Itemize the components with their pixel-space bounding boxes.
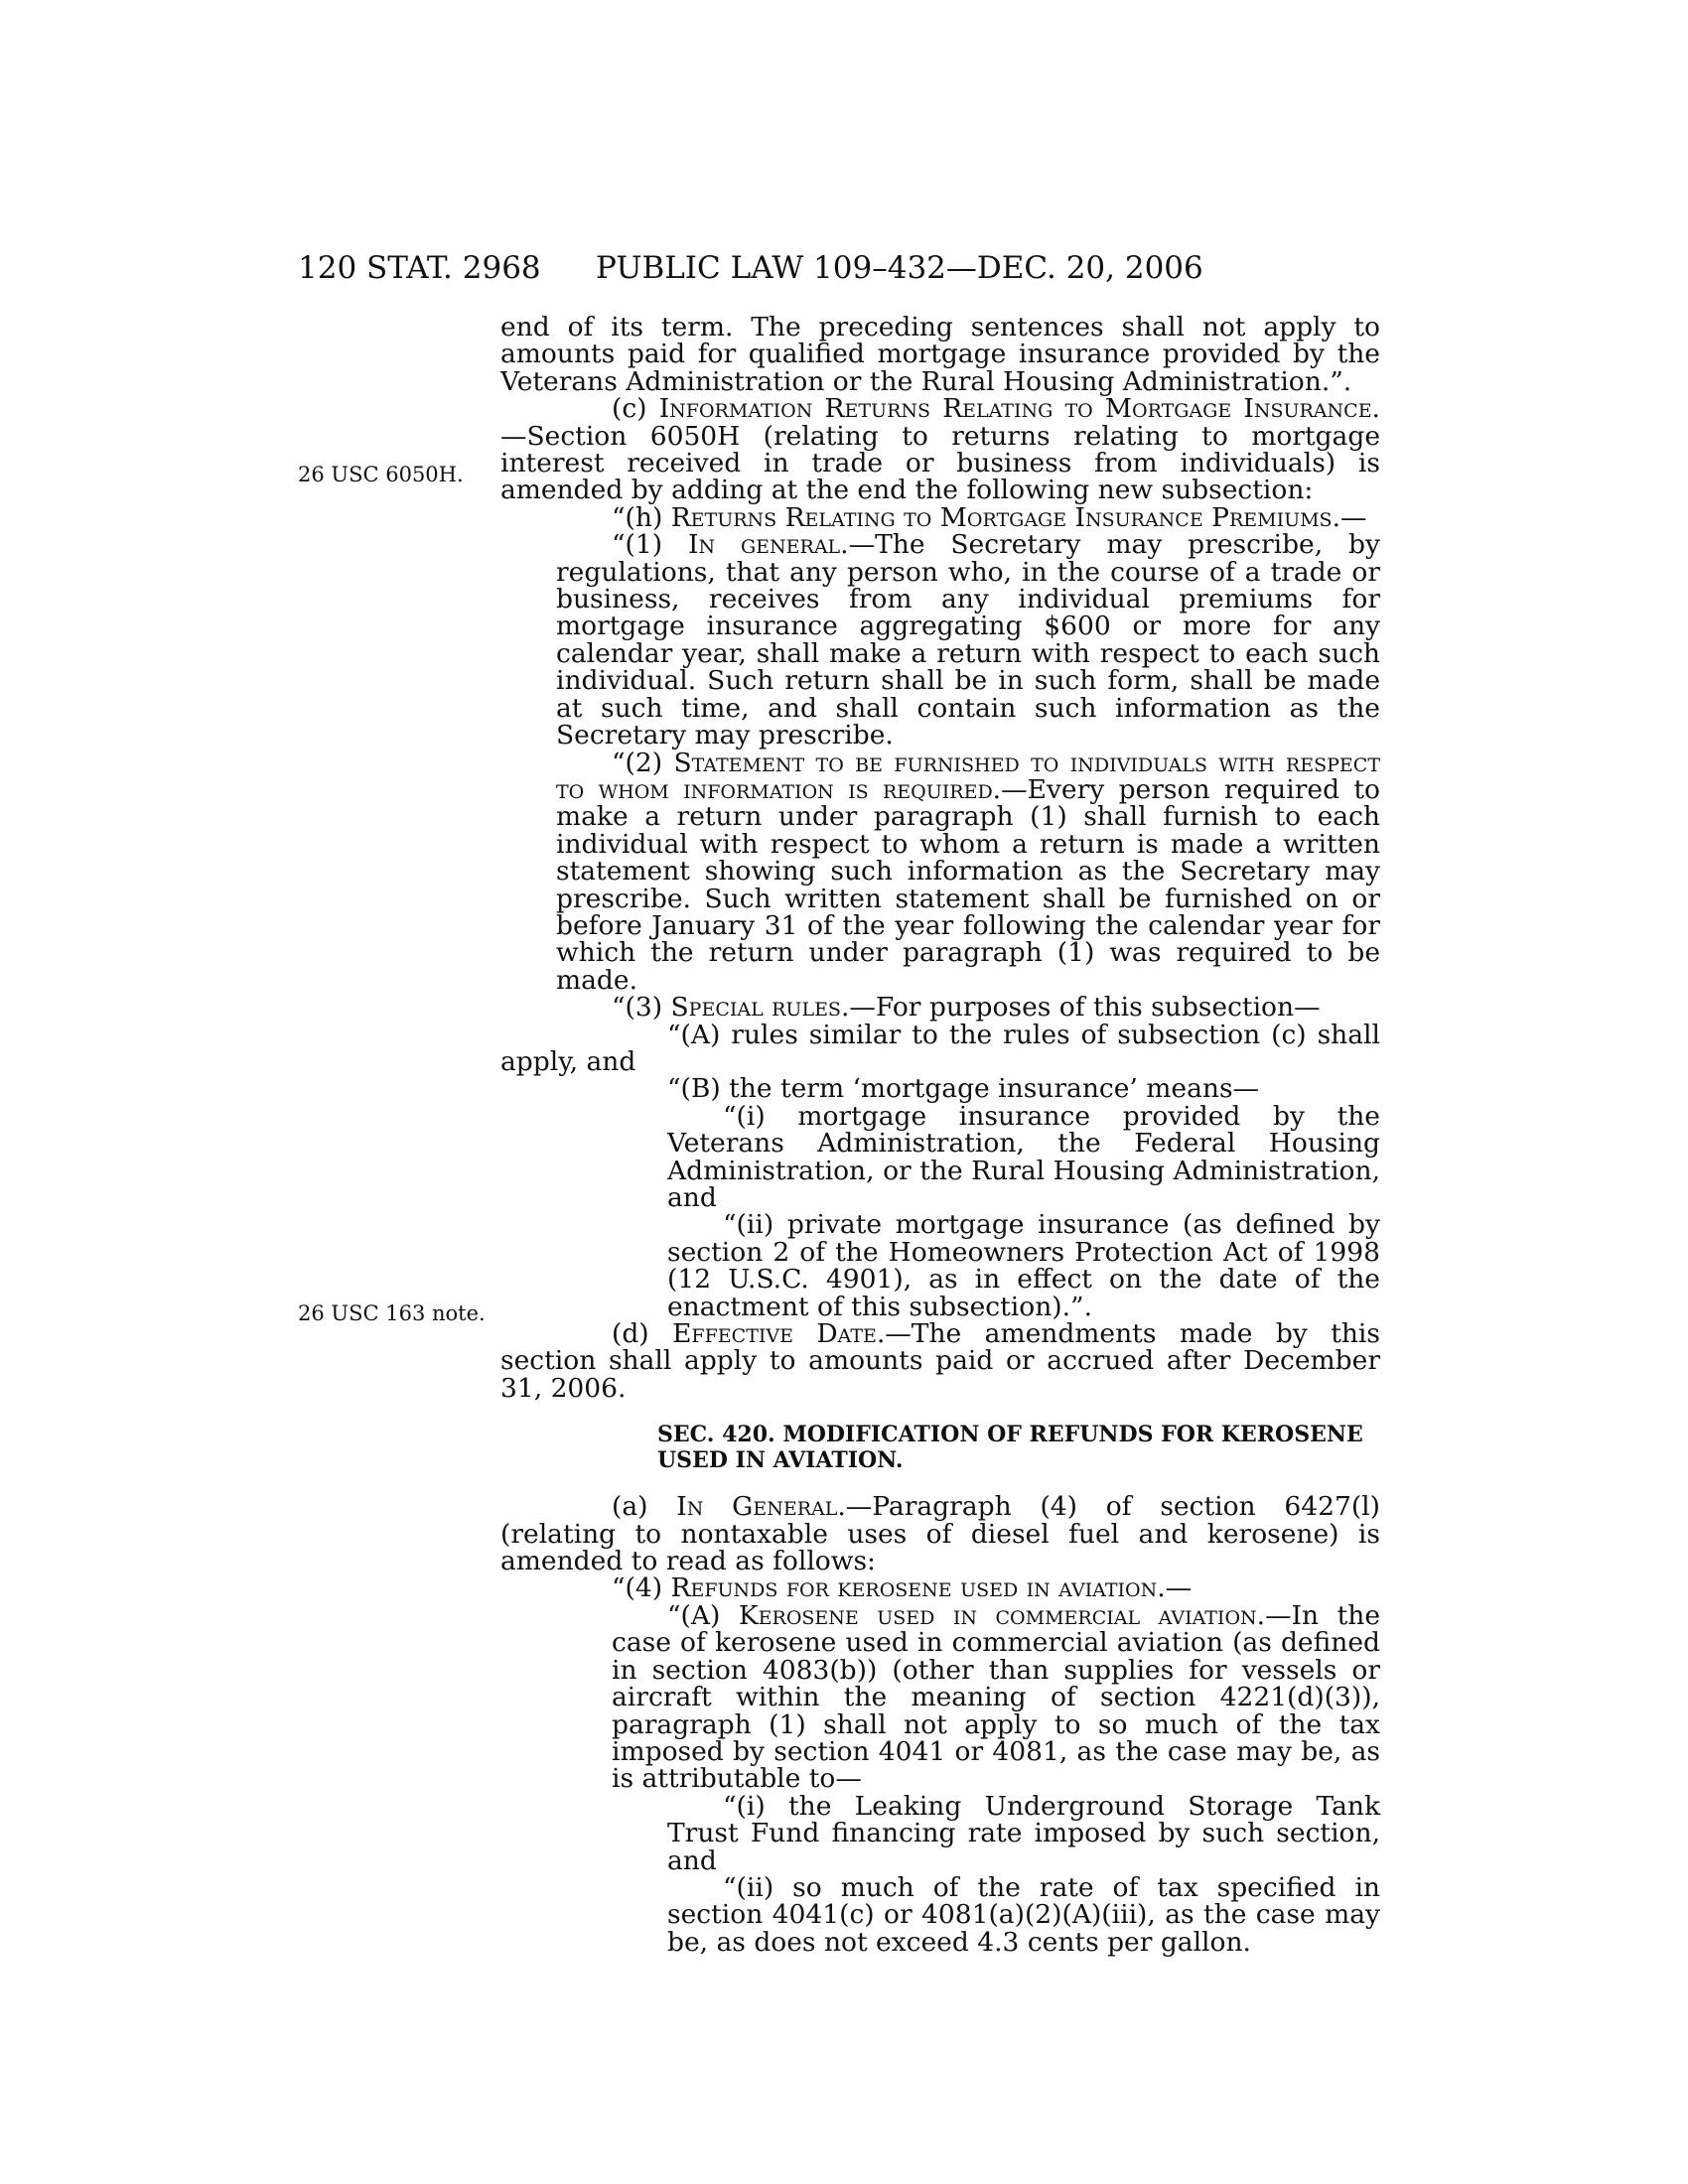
subsection-c: (c) Information Returns Relating to Mortgage Insurance.—Section 6050H (relating to returns relating to mortgage interest received in trade or business from individuals) is amended by adding at the end the following new subsection: bbox=[500, 393, 1380, 506]
subparagraph-h3a: “(A) rules similar to the rules of subsection (c) shall apply, and bbox=[500, 1019, 1380, 1077]
running-header-law: PUBLIC LAW 109–432—DEC. 20, 2006 bbox=[596, 250, 1203, 286]
body-text bbox=[500, 314, 1380, 1956]
subsection-h: “(h) Returns Relating to Mortgage Insurance Premiums.— bbox=[612, 501, 1367, 533]
page-stat-citation: 120 STAT. 2968 bbox=[298, 250, 541, 286]
subparagraph-h3b: “(B) the term ‘mortgage insurance’ means— bbox=[667, 1073, 1260, 1105]
margin-note-usc-163: 26 USC 163 note. bbox=[298, 1301, 486, 1325]
paragraph-a4: “(4) Refunds for kerosene used in aviation.— bbox=[612, 1572, 1193, 1604]
clause-a4a-ii: “(ii) so much of the rate of tax specified in section 4041(c) or 4081(a)(2)(A)(iii), as the case may be, as does not exceed 4.3 cents per gallon. bbox=[667, 1871, 1380, 1958]
subsection-d: (d) Effective Date.—The amendments made by this section shall apply to amounts paid or accrued after December 31, 2006. bbox=[500, 1318, 1380, 1404]
paragraph-h2: “(2) Statement to be furnished to individuals with respect to whom information is required.—Every person required to make a return under paragraph (1) shall furnish to each individual with respect to whom a return is made a written statement showing such information as the Secretary may prescribe. Such written statement shall be furnished on or before January 31 of the year following the calendar year for which the return under paragraph (1) was required to be made. bbox=[556, 747, 1380, 996]
clause-h3b-ii: “(ii) private mortgage insurance (as defined by section 2 of the Homeowners Protection Act of 1998 (12 U.S.C. 4901), as in effect on the date of the enactment of this subsection).”. bbox=[667, 1209, 1380, 1322]
paragraph-h1: “(1) In general.—The Secretary may prescribe, by regulations, that any person who, in the course of a trade or business, receives from any individual premiums for mortgage insurance aggregating $600 or more for any calendar year, shall make a return with respect to each such individual. Such return shall be in such form, shall be made at such time, and shall contain such information as the Secretary may prescribe. bbox=[556, 529, 1380, 751]
margin-note-usc-6050h: 26 USC 6050H. bbox=[298, 463, 464, 486]
clause-a4a-i: “(i) the Leaking Underground Storage Tank Trust Fund financing rate imposed by such section, and bbox=[667, 1790, 1380, 1876]
subsection-a: (a) In General.—Paragraph (4) of section 6427(l) (relating to nontaxable uses of diesel fuel and kerosene) is amended to read as follows: bbox=[500, 1491, 1380, 1577]
section-420-heading: SEC. 420. MODIFICATION OF REFUNDS FOR KEROSENE USED IN AVIATION. bbox=[657, 1422, 1363, 1474]
paragraph-continuation: end of its term. The preceding sentences shall not apply to amounts paid for qualified mortgage insurance provided by the Veterans Administration or the Rural Housing Administration.”. bbox=[500, 312, 1380, 397]
paragraph-h3: “(3) Special rules.—For purposes of this subsection— bbox=[612, 992, 1321, 1024]
clause-h3b-i: “(i) mortgage insurance provided by the Veterans Administration, the Federal Housing Administration, or the Rural Housing Administration, and bbox=[667, 1100, 1380, 1213]
subparagraph-a4a: “(A) Kerosene used in commercial aviation.—In the case of kerosene used in commercial aviation (as defined in section 4083(b)) (other than supplies for vessels or aircraft within the meaning of section 4221(d)(3)), paragraph (1) shall not apply to so much of the tax imposed by section 4041 or 4081, as the case may be, as is attributable to— bbox=[612, 1599, 1380, 1795]
